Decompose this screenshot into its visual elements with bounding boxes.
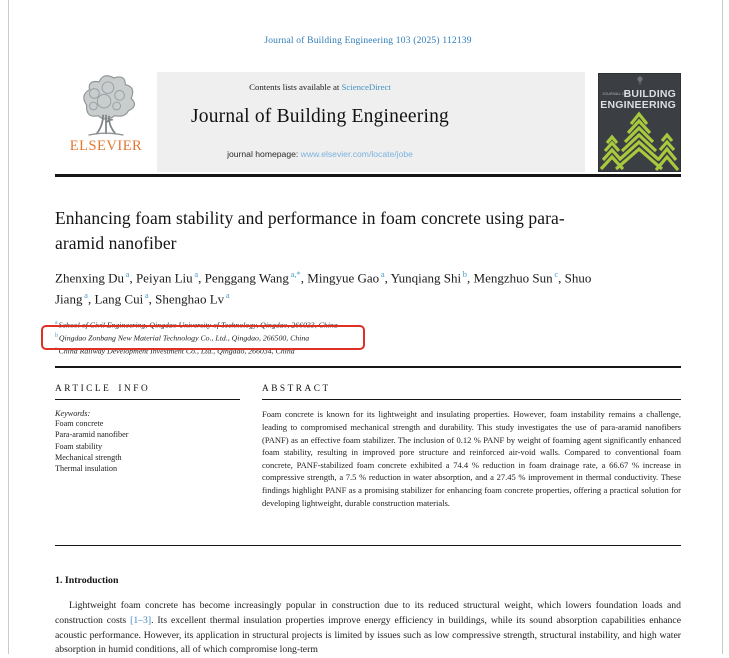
abstract-heading-rule <box>262 399 681 400</box>
abstract-text: Foam concrete is known for its lightweight and insulating properties. However, foam instability remains a challenge, leading to compromised mechanical strength and durability. This study investigates the use of para-aramid nanofibers (PANF) as an effective foam stabilizer. The inclusion of 0.12 % PANF by weight of foaming agent significantly enhanced foam stability, resulting in improved pore structure and reinforced air-void walls. Compared to conventional foam concrete, PANF-stabilized foam concrete exhibited a 74.4 % reduction in foam drainage rate, a 66.67 % increase in compressive strength, a 7.5 % reduction in water absorption, and a 27.45 % improvement in thermal conductivity. These findings highlight PANF as a promising stabilizer for enhancing foam concrete properties, offering a practical solution for developing lightweight, durable construction materials. <box>262 409 681 508</box>
author-affiliation-marker: a <box>224 289 230 300</box>
cover-chevron-trees-icon <box>598 110 681 172</box>
cover-title <box>600 89 676 110</box>
citation-ref-link[interactable]: [1–3] <box>130 614 152 626</box>
journal-cover-thumbnail[interactable] <box>598 73 681 172</box>
journal-title: Journal of Building Engineering <box>190 106 450 127</box>
journal-banner <box>55 72 585 172</box>
info-abstract-columns <box>55 384 681 509</box>
author-affiliation-marker: a <box>123 269 130 279</box>
homepage-prefix: journal homepage: <box>227 149 301 159</box>
affiliation-marker: c <box>55 345 58 352</box>
article-info-top-rule <box>55 366 681 368</box>
author-name: Shuo Jiang <box>55 270 592 307</box>
elsevier-wordmark: ELSEVIER <box>69 138 143 154</box>
journal-citation: Journal of Building Engineering 103 (2025) 112139 <box>264 36 472 46</box>
cover-title-line1: BUILDING <box>623 88 676 100</box>
author-name: Shenghao Lv <box>155 291 225 307</box>
keywords-list <box>55 418 240 474</box>
author-affiliation-marker: a,* <box>288 269 301 279</box>
introduction-heading: 1. Introduction <box>55 575 119 586</box>
keyword-item: Mechanical strength <box>55 452 122 462</box>
abstract-bottom-rule <box>55 545 681 546</box>
page-right-edge <box>722 0 723 654</box>
page-left-edge <box>8 0 9 654</box>
contents-prefix: Contents lists available at <box>249 82 342 92</box>
affiliation-line <box>55 344 515 357</box>
author-list: Zhenxing Du $^a$, Peiyan Liu $^a$, Penggang Wang $^{a,*}$, Mingyue Gao $^a$, Yunqiang Shi $^b$, Mengzhuo Sun $^c$, Shuo Jiang $^a$, Lang Cui $^a$, Shenghao Lv $^a$ <box>55 269 592 307</box>
affiliation-list <box>55 318 515 357</box>
keywords-label: Keywords: <box>55 409 91 419</box>
article-info-heading-rule <box>55 399 240 400</box>
keyword-item: Para-aramid nanofiber <box>55 430 129 440</box>
banner-bottom-rule <box>55 174 681 177</box>
cover-elsevier-mark-icon <box>636 76 644 85</box>
author-name: Penggang Wang <box>204 270 289 286</box>
introduction-paragraph <box>55 599 681 658</box>
column-gap <box>240 384 262 509</box>
author-affiliation-marker: a <box>379 269 385 279</box>
affiliation-line <box>55 318 515 331</box>
contents-list-line <box>55 82 585 92</box>
affiliation-text: China Railway Development Investment Co., Ltd., Qingdao, 266034, China <box>58 346 295 356</box>
cover-journal-of-label: JOURNAL OF <box>602 92 628 96</box>
affiliation-marker: b <box>55 332 58 339</box>
keyword-item: Thermal insulation <box>55 464 118 473</box>
author-name: Lang Cui <box>94 291 144 307</box>
sciencedirect-link[interactable]: ScienceDirect <box>341 82 391 92</box>
article-title: Enhancing foam stability and performance in foam concrete using para-aramid nanofiber <box>55 208 565 253</box>
abstract-heading: ABSTRACT <box>262 384 331 394</box>
author-name: Mingyue Gao <box>307 270 380 286</box>
author-name: Yunqiang Shi <box>390 270 462 286</box>
abstract-column <box>262 384 681 509</box>
author-affiliation-marker: a <box>192 269 199 279</box>
affiliation-text: Qingdao Zonbang New Material Technology Co., Ltd., Qingdao, 266500, China <box>58 333 310 343</box>
author-affiliation-marker: a <box>143 289 149 300</box>
cover-title-line2: ENGINEERING <box>600 98 676 111</box>
intro-text-after-ref: . Its excellent thermal insulation properties improve energy efficiency in buildings, while its sound absorption capabilities enhance acoustic performance. However, its application in structural projects is limited by issues such as low compressive strength, structural instability, and high water absorption in humid conditions, all of which compromise long-term <box>55 614 682 656</box>
article-info-column <box>55 384 240 509</box>
keyword-item: Foam concrete <box>55 419 104 429</box>
author-affiliation-marker: b <box>461 269 468 279</box>
affiliation-line <box>55 331 515 344</box>
homepage-line <box>55 149 585 159</box>
author-name: Peiyan Liu <box>135 270 193 286</box>
author-affiliation-marker: c <box>552 269 559 279</box>
affiliation-marker: a <box>55 320 58 326</box>
author-name: Mengzhuo Sun <box>473 270 553 286</box>
author-affiliation-marker: a <box>82 289 88 300</box>
intro-text-before-ref: Lightweight foam concrete has become increasingly popular in construction due to its reduced structural weight, which lowers foundation loads and construction costs <box>55 600 681 626</box>
journal-homepage-link[interactable]: www.elsevier.com/locate/jobe <box>300 149 413 159</box>
author-name: Zhenxing Du <box>55 270 124 286</box>
affiliation-text: School of Civil Engineering, Qingdao University of Technology, Qingdao, 266033, China <box>58 320 338 330</box>
article-info-heading: ARTICLE INFO <box>55 384 151 394</box>
keyword-item: Foam stability <box>55 441 103 451</box>
